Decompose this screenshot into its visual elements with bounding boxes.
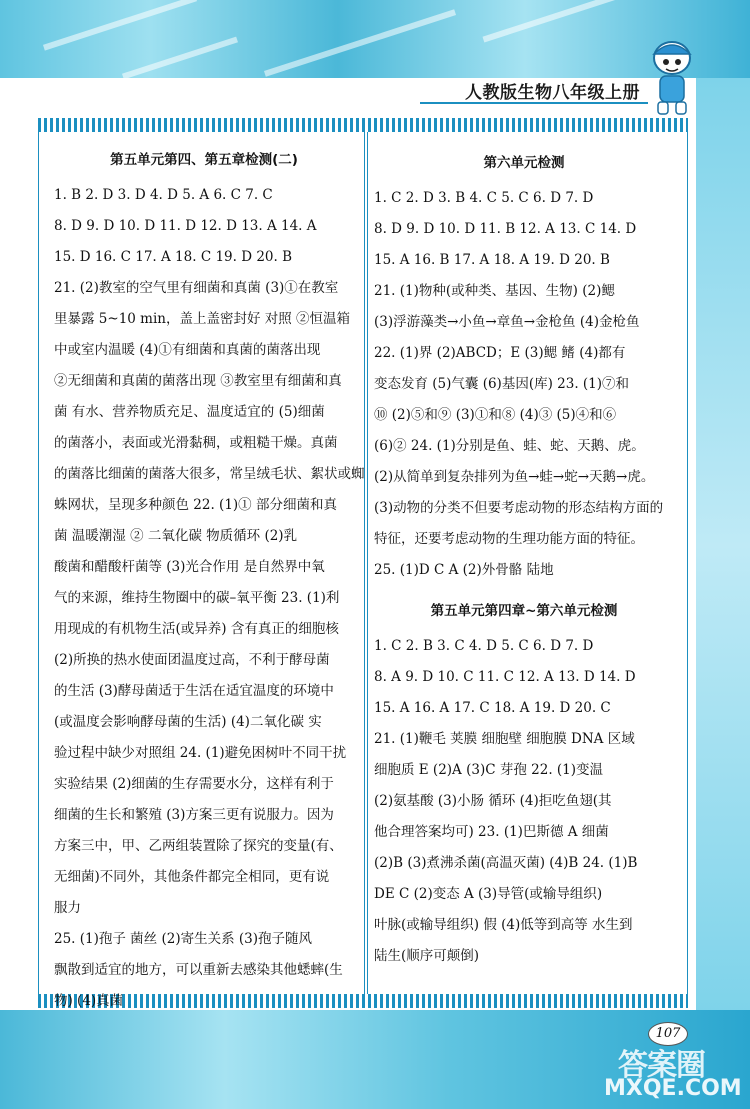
answer-line: 实验结果 (2)细菌的生存需要水分，这样有利于 [54,776,334,792]
answer-line: 25. (1)孢子 菌丝 (2)寄生关系 (3)孢子随风 [54,931,313,947]
answer-line: 物) (4)真菌 [54,993,124,1009]
answer-line: ②无细菌和真菌的菌落出现 ③教室里有细菌和真 [54,373,342,389]
book-title: 人教版生物八年级上册 [465,83,640,103]
answer-line: 用现成的有机物生活(或异养) 含有真正的细胞核 [54,621,339,637]
answer-line: 1. B 2. D 3. D 4. D 5. A 6. C 7. C [54,187,273,203]
answer-line: 里暴露 5~10 min，盖上盖密封好 对照 ②恒温箱 [54,311,351,327]
answer-line: 服力 [54,900,81,916]
answer-line: (或温度会影响酵母菌的生活) (4)二氧化碳 实 [54,714,322,730]
answer-line: 特征，还要考虑动物的生理功能方面的特征。 [374,531,644,547]
mascot-icon [648,38,696,118]
top-decor-bar [38,118,688,132]
answer-line: 细菌的生长和繁殖 (3)方案三更有说服力。因为 [54,807,334,823]
answer-line: 的生活 (3)酵母菌适于生活在适宜温度的环境中 [54,683,334,699]
answer-line: 方案三中，甲、乙两组装置除了探究的变量(有、 [54,838,343,854]
answer-line: 25. (1)D C A (2)外骨骼 陆地 [374,562,554,578]
header-title-band [420,76,648,104]
watermark-logo: 答案圈 [618,1048,705,1083]
answer-line: 验过程中缺少对照组 24. (1)避免困树叶不同干扰 [54,745,347,761]
answer-line: (3)动物的分类不但要考虑动物的形态结构方面的 [374,500,664,516]
answer-line: 1. C 2. D 3. B 4. C 5. C 6. D 7. D [374,190,594,206]
answer-line: 飘散到适宜的地方，可以重新去感染其他蟋蟀(生 [54,962,343,978]
right-section2-title: 第五单元第四章~第六单元检测 [430,603,618,619]
answer-line: 变态发育 (5)气囊 (6)基因(库) 23. (1)⑦和 [374,376,630,392]
answer-line: (3)浮游藻类→小鱼→章鱼→金枪鱼 (4)金枪鱼 [374,314,640,330]
answer-line: 无细菌)不同外，其他条件都完全相同，更有说 [54,869,330,885]
answer-line: (2)B (3)煮沸杀菌(高温灭菌) (4)B 24. (1)B [374,855,638,871]
answer-line: 气的来源，维持生物圈中的碳–氧平衡 23. (1)利 [54,590,340,606]
answer-line: 21. (1)鞭毛 荚膜 细胞壁 细胞膜 DNA 区域 [374,731,635,747]
side-decor-strip [696,78,750,1013]
right-section2-lines [374,631,674,972]
answer-line: 22. (1)界 (2)ABCD；E (3)鳃 鳍 (4)都有 [374,345,626,361]
answer-line: 8. D 9. D 10. D 11. B 12. A 13. C 14. D [374,221,637,237]
answer-line: 15. A 16. B 17. A 18. A 19. D 20. B [374,252,610,268]
answer-line: DE C (2)变态 A (3)导管(或输导组织) [374,886,603,902]
answer-line: 1. C 2. B 3. C 4. D 5. C 6. D 7. D [374,638,594,654]
answer-line: 酸菌和醋酸杆菌等 (3)光合作用 是自然界中氧 [54,559,325,575]
answer-line: 中或室内温暖 (4)①有细菌和真菌的菌落出现 [54,342,321,358]
left-section-title: 第五单元第四、第五章检测(二) [110,152,298,168]
top-banner [0,0,750,78]
right-section1-lines [374,183,674,586]
left-answer-lines [54,180,365,1017]
answer-line: 的菌落比细菌的菌落大很多，常呈绒毛状、絮状或蜘 [54,466,365,482]
answer-line: (2)氨基酸 (3)小肠 循环 (4)拒吃鱼翅(其 [374,793,612,809]
answer-line: 的菌落小，表面或光滑黏稠，或粗糙干燥。真菌 [54,435,338,451]
right-column [374,148,674,972]
answer-line: 15. A 16. A 17. C 18. A 19. D 20. C [374,700,611,716]
answer-line: 21. (2)教室的空气里有细菌和真菌 (3)①在教室 [54,280,339,296]
answer-line: 菌 温暖潮湿 ② 二氧化碳 物质循环 (2)乳 [54,528,298,544]
right-section1-title: 第六单元检测 [483,155,565,171]
answer-line: 8. D 9. D 10. D 11. D 12. D 13. A 14. A [54,218,317,234]
answer-line: 菌 有水、营养物质充足、温度适宜的 (5)细菌 [54,404,325,420]
answer-line: (2)所换的热水使面团温度过高，不利于酵母菌 [54,652,330,668]
answer-line: (2)从简单到复杂排列为鱼→蛙→蛇→天鹅→虎。 [374,469,655,485]
answer-line: 叶脉(或输导组织) 假 (4)低等到高等 水生到 [374,917,633,933]
answer-line: 21. (1)物种(或种类、基因、生物) (2)鳃 [374,283,615,299]
page-number: 107 [648,1022,688,1046]
answer-line: 8. A 9. D 10. C 11. C 12. A 13. D 14. D [374,669,636,685]
column-divider [364,132,368,994]
watermark-url: MXQE.COM [604,1076,742,1101]
answer-line: 蛛网状，呈现多种颜色 22. (1)① 部分细菌和真 [54,497,337,513]
answer-line: (6)② 24. (1)分别是鱼、蛙、蛇、天鹅、虎。 [374,438,645,454]
answer-line: 陆生(顺序可颠倒) [374,948,480,964]
answer-line: 他合理答案均可) 23. (1)巴斯德 A 细菌 [374,824,609,840]
answer-line: ⑩ (2)⑤和⑨ (3)①和⑧ (4)③ (5)④和⑥ [374,407,617,423]
left-column [54,145,365,1017]
answer-line: 细胞质 E (2)A (3)C 芽孢 22. (1)变温 [374,762,604,778]
answer-line: 15. D 16. C 17. A 18. C 19. D 20. B [54,249,292,265]
